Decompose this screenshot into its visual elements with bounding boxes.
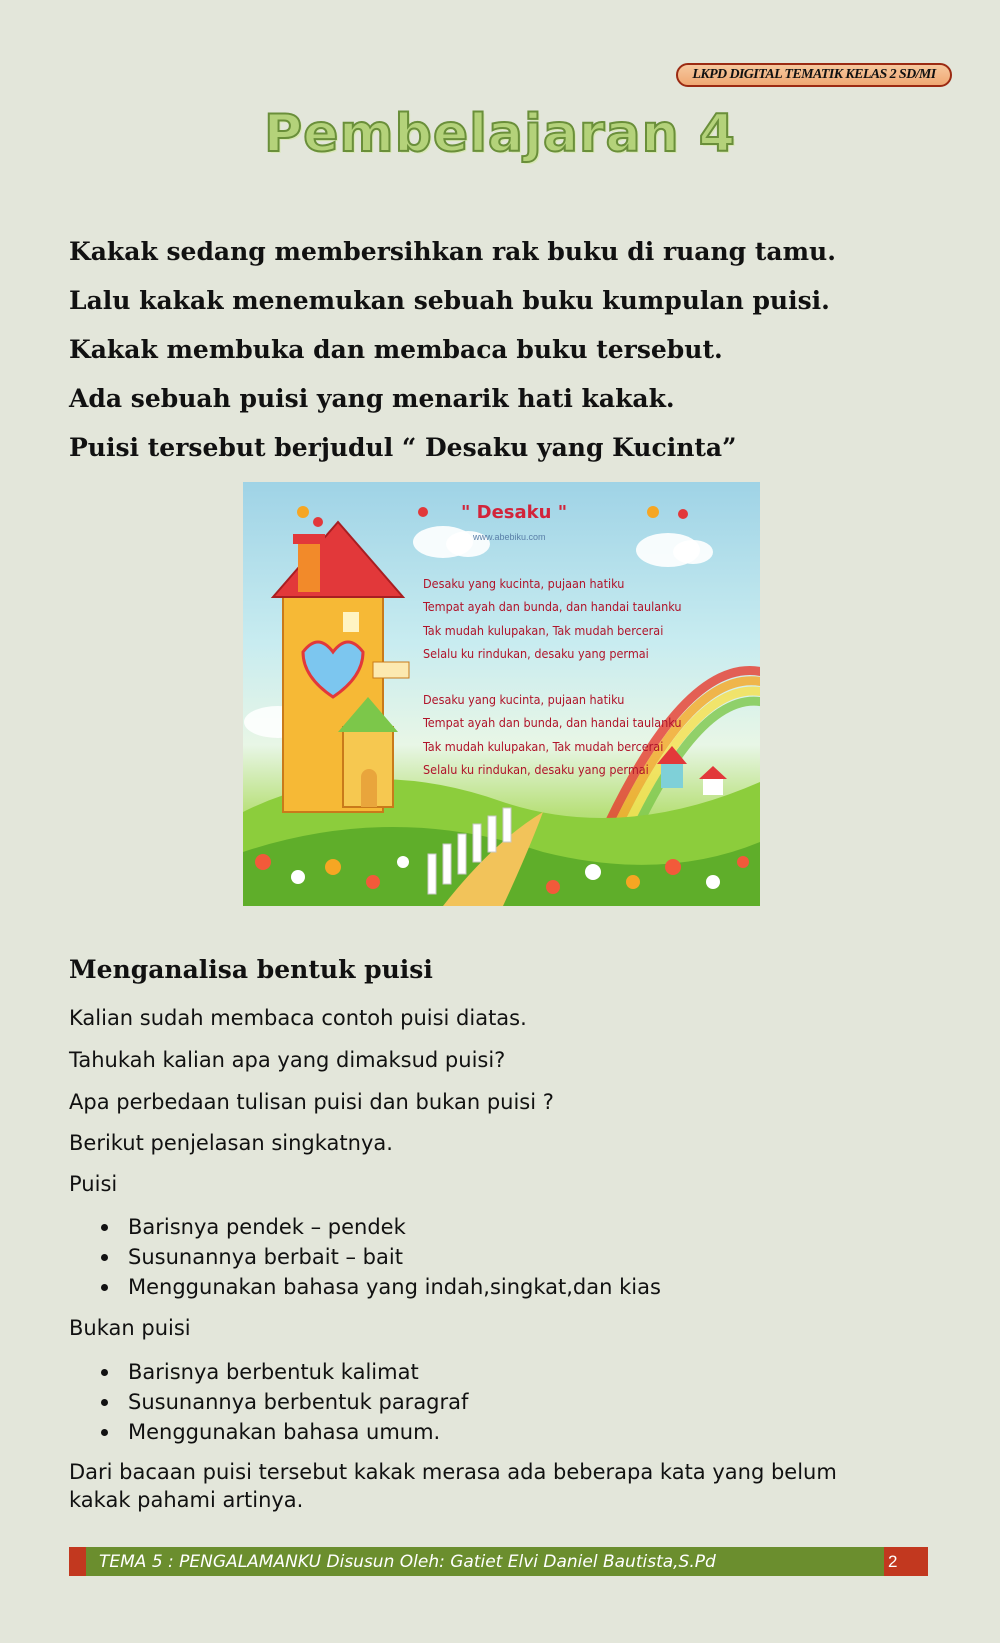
analysis-line: Berikut penjelasan singkatnya. [69, 1131, 393, 1155]
poem-line: Selalu ku rindukan, desaku yang permai [423, 645, 649, 661]
list-item: Barisnya berbentuk kalimat [69, 1357, 468, 1387]
poem-line: Selalu ku rindukan, desaku yang permai [423, 762, 649, 778]
poem-title: " Desaku " [461, 502, 568, 523]
bukan-puisi-section [69, 1313, 949, 1343]
closing-line: kakak pahami artinya. [69, 1488, 304, 1512]
poem-line: Desaku yang kucinta, pujaan hatiku [423, 692, 625, 708]
footer-text: TEMA 5 : PENGALAMANKU Disusun Oleh: Gatiet Elvi Daniel Bautista,S.Pd [99, 1551, 716, 1572]
analysis-line: Apa perbedaan tulisan puisi dan bukan puisi ? [69, 1090, 554, 1114]
page-number: 2 [884, 1547, 928, 1576]
intro-line: Lalu kakak menemukan sebuah buku kumpulan puisi. [69, 286, 830, 315]
puisi-list [69, 1212, 661, 1302]
footer-accent [69, 1547, 86, 1576]
bukan-puisi-label: Bukan puisi [69, 1316, 191, 1340]
list-item: Susunannya berbait – bait [69, 1242, 661, 1272]
list-item: Barisnya pendek – pendek [69, 1212, 661, 1242]
closing-line: Dari bacaan puisi tersebut kakak merasa ada beberapa kata yang belum [69, 1460, 837, 1484]
header-badge: LKPD DIGITAL TEMATIK KELAS 2 SD/MI [676, 63, 952, 87]
poem-line: Tak mudah kulupakan, Tak mudah bercerai [423, 622, 664, 638]
intro-line: Ada sebuah puisi yang menarik hati kakak. [69, 384, 675, 413]
list-item: Menggunakan bahasa umum. [69, 1417, 468, 1447]
poem-line: Desaku yang kucinta, pujaan hatiku [423, 576, 625, 591]
closing-paragraph [69, 1458, 949, 1514]
intro-line: Kakak sedang membersihkan rak buku di ruang tamu. [69, 237, 836, 266]
analysis-line: Tahukah kalian apa yang dimaksud puisi? [69, 1048, 506, 1072]
list-item: Menggunakan bahasa yang indah,singkat,dan kias [69, 1272, 661, 1302]
bukan-puisi-list [69, 1357, 468, 1447]
puisi-label: Puisi [69, 1172, 118, 1196]
poem-text [423, 572, 753, 781]
list-item: Susunannya berbentuk paragraf [69, 1387, 468, 1417]
poem-line: Tempat ayah dan bunda, dan handai taulanku [423, 599, 682, 615]
section-heading: Menganalisa bentuk puisi [69, 955, 433, 984]
intro-line: Kakak membuka dan membaca buku tersebut. [69, 335, 723, 364]
poem-url: www.abebiku.com [473, 532, 546, 542]
page-footer [69, 1547, 928, 1576]
analysis-intro [69, 1003, 949, 1199]
page-title: Pembelajaran 4 [264, 104, 736, 164]
intro-line: Puisi tersebut berjudul “ Desaku yang Kucinta” [69, 433, 737, 462]
poem-line: Tak mudah kulupakan, Tak mudah bercerai [423, 738, 664, 754]
analysis-line: Kalian sudah membaca contoh puisi diatas. [69, 1006, 527, 1030]
poem-illustration [243, 482, 760, 906]
intro-paragraph [69, 232, 969, 477]
poem-line: Tempat ayah dan bunda, dan handai taulanku [423, 715, 682, 731]
